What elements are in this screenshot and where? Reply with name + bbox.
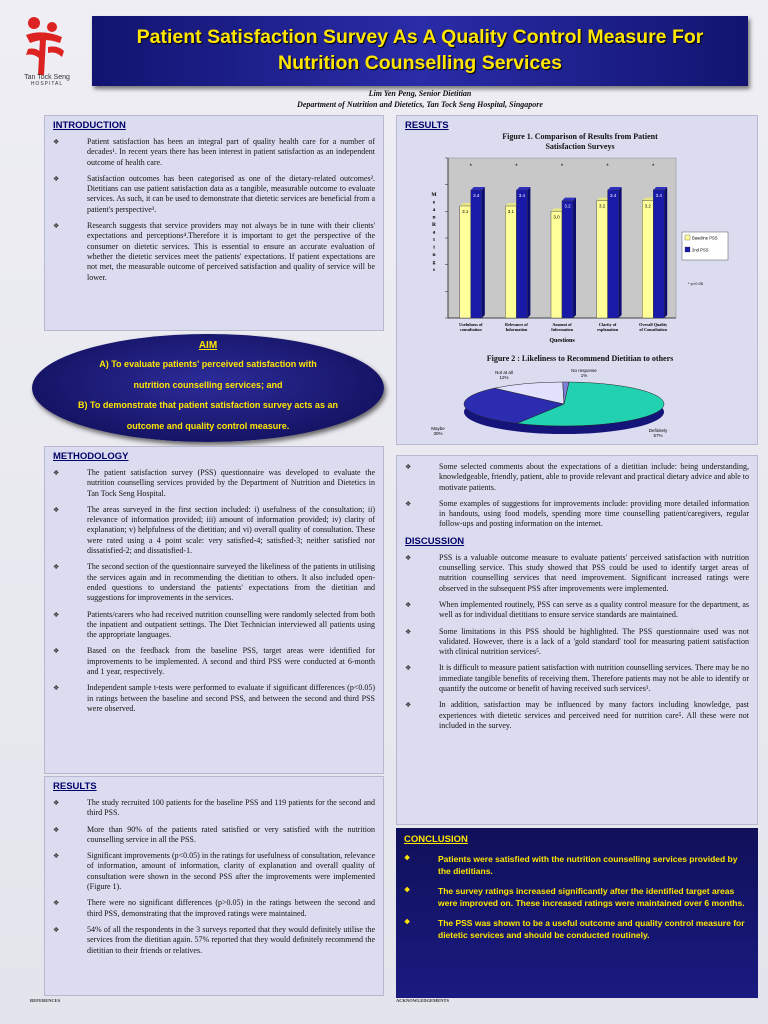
- data-label: 3.4: [655, 193, 662, 198]
- pie-label: Maybe 30%: [431, 426, 445, 436]
- list-item: [53, 925, 375, 956]
- diamond-bullet-icon: ❖: [53, 852, 60, 861]
- bullet-text: The PSS was shown to be a useful outcome and quality control measure for dietetic services and should be conducted routinely.: [438, 918, 745, 940]
- diamond-bullet-icon: ❖: [53, 799, 60, 807]
- aim-ellipse: [32, 334, 384, 442]
- bullet-text: When implemented routinely, PSS can serve as a quality control measure for the department, as well as for individual dietitians to ensure service standards are maintained.: [439, 599, 749, 620]
- aim-line: outcome and quality control measure.: [126, 421, 290, 431]
- data-label: 3.1: [507, 209, 515, 214]
- diamond-bullet-icon: ❖: [404, 887, 411, 894]
- results-heading: RESULTS: [53, 781, 97, 792]
- introduction-heading: INTRODUCTION: [53, 120, 126, 131]
- bullet-text: Significant improvements (p<0.05) in the ratings for usefulness of consultation, relevance of information, amount of information, clarity of explanation and overall quality of consultation were shown in the second PSS after the improvements were implemented (Figure 1).: [87, 851, 375, 892]
- bullet-text: The areas surveyed in the first section included: i) usefulness of the consultation; ii) relevance of information provided; iii) amount of information provided; iv) clarity of explanation; v) helpfulness of the dietitian; and vi) overall quality of consultation. These were rated using a 4 point scale: very satisfied-4; satisfied-3; neither satisfied nor dissatisfied-2; and dissatisfied-1.: [87, 504, 375, 556]
- list-item: [404, 853, 750, 877]
- bar-chart: [400, 152, 754, 348]
- acknowledgements: [396, 998, 756, 1003]
- list-item: [53, 137, 375, 168]
- significance-marker: *: [560, 164, 564, 170]
- bullet-text: More than 90% of the patients rated satisfied or very satisfied with the nutrition counselling service in all the PSS.: [87, 824, 375, 844]
- significance-marker: *: [515, 164, 518, 170]
- figure-1-title-line: Figure 1. Comparison of Results from Patient: [502, 132, 658, 141]
- diamond-bullet-icon: ❖: [404, 919, 411, 926]
- data-label: 3.2: [598, 203, 606, 209]
- pie-label: Definitely 57%: [648, 428, 668, 438]
- introduction-panel: [44, 115, 384, 331]
- legend-swatch: [685, 235, 690, 240]
- byline: [92, 88, 748, 110]
- results-heading: RESULTS: [405, 120, 449, 131]
- diamond-bullet-icon: ❖: [405, 600, 412, 609]
- bullet-text: Patients/carers who had received nutrition counselling were randomly selected from both the inpatient and outpatient settings. The Diet Technician interviewed all patients using the appropriate languages.: [87, 609, 375, 640]
- y-axis-label: M e a n R a t i n g s: [431, 192, 437, 273]
- diamond-bullet-icon: ❖: [53, 222, 60, 231]
- diamond-bullet-icon: ❖: [405, 463, 412, 471]
- bar: [597, 201, 608, 318]
- bar-side: [664, 187, 667, 318]
- bar: [551, 211, 562, 318]
- aim-line: nutrition counselling services; and: [133, 380, 283, 390]
- bullet-text: Based on the feedback from the baseline PSS, target areas were identified for improvements to be implemented. A second and third PSS were conducted at 6-month and 1 year, respectively.: [87, 646, 375, 677]
- significance-marker: *: [606, 164, 609, 170]
- pie-label: Not at all 12%: [495, 370, 513, 380]
- aim-line: A) To evaluate patients' perceived satisfaction with: [99, 359, 317, 369]
- data-label: 3.4: [609, 193, 617, 198]
- legend: [682, 232, 728, 260]
- list-item: [53, 683, 375, 714]
- list-item: [53, 221, 375, 283]
- bullet-text: Some limitations in this PSS should be highlighted. The PSS questionnaire used was not validated. However, there is a lack of a 'gold standard' tool for measuring patient satisfaction with clinical nutrition services⁵.: [439, 626, 749, 657]
- x-tick-label: Clarity of explanation: [597, 322, 619, 332]
- x-tick-label: Amount of Information: [551, 322, 573, 332]
- list-item: [53, 174, 375, 215]
- x-axis-label: Questions: [549, 338, 575, 344]
- title-line-2: Nutrition Counselling Services: [278, 52, 562, 74]
- bullet-text: The study recruited 100 patients for the baseline PSS and 119 patients for the second and third PSS.: [87, 798, 375, 818]
- bar-side: [573, 198, 576, 318]
- list-item: [405, 627, 749, 658]
- list-item: [53, 898, 375, 919]
- diamond-bullet-icon: ❖: [53, 469, 60, 477]
- diamond-bullet-icon: ❖: [404, 855, 411, 862]
- data-label: 3.1: [462, 209, 469, 214]
- legend-swatch: [685, 247, 690, 252]
- list-item: [53, 825, 375, 846]
- bar: [505, 206, 516, 318]
- bullet-text: PSS is a valuable outcome measure to evaluate patients' perceived satisfaction with nutrition counselling service. This study showed that PSS could be used to identify target areas of nutrition counselling services that need improvement. Significant increased ratings were observed in the subsequent PSS after improvements were implemented.: [439, 552, 749, 593]
- poster-title: [92, 16, 748, 76]
- data-label: 3.4: [473, 193, 480, 198]
- list-item: [53, 610, 375, 641]
- results-left-panel: [44, 776, 384, 996]
- list-item: [404, 917, 750, 941]
- methodology-panel: [44, 446, 384, 774]
- bar: [471, 190, 482, 318]
- list-item: [405, 600, 749, 621]
- diamond-bullet-icon: ❖: [405, 664, 412, 673]
- diamond-bullet-icon: ❖: [53, 647, 60, 656]
- diamond-bullet-icon: ❖: [53, 899, 60, 908]
- pie-chart: [400, 366, 754, 446]
- list-item: [53, 798, 375, 819]
- title-line-1: Patient Satisfaction Survey As A Quality Control Measure For: [136, 26, 704, 48]
- list-item: [53, 468, 375, 499]
- logo-text: Tan Tock Seng: [24, 74, 70, 81]
- bar: [642, 201, 653, 318]
- bullet-text: 54% of all the respondents in the 3 surveys reported that they would definitely utilise the services from the dietitian again. 57% reported that they would definitely recommend the dietitian to their friends or relatives.: [87, 924, 375, 955]
- list-item: [405, 462, 749, 493]
- diamond-bullet-icon: ❖: [53, 563, 60, 572]
- conclusion-heading: CONCLUSION: [404, 834, 468, 845]
- discussion-heading: DISCUSSION: [405, 535, 465, 547]
- figure-1-title: [430, 132, 730, 152]
- diamond-bullet-icon: ❖: [53, 925, 60, 934]
- list-item: [405, 700, 749, 731]
- author: Lim Yen Peng, Senior Dietitian: [368, 89, 472, 98]
- figure-1-title-line: Satisfaction Surveys: [545, 142, 615, 151]
- bar: [653, 190, 664, 318]
- bullet-text: The second section of the questionnaire surveyed the likeliness of the patients in utilising the services again and in recommending the dietitian to others. It also included open-ended questions to understand the patients' expectations from the dietitian and suggestions for improvements in the services.: [87, 562, 375, 603]
- diamond-bullet-icon: ❖: [405, 627, 412, 636]
- bullet-text: It is difficult to measure patient satisfaction with nutrition counselling services. There may be no immediate tangible benefits of receiving them. Therefore patients may not be able to identify or quantify the outcome or benefit of having received such services³.: [439, 663, 749, 694]
- title-banner: [92, 16, 748, 86]
- diamond-bullet-icon: ❖: [53, 138, 60, 146]
- conclusion-panel: [396, 828, 758, 998]
- diamond-bullet-icon: ❖: [405, 701, 412, 710]
- department: Department of Nutrition and Dietetics, Tan Tock Seng Hospital, Singapore: [297, 100, 543, 109]
- bullet-text: There were no significant differences (p>0.05) in the ratings between the second and third PSS, demonstrating that the improved ratings were maintained.: [87, 898, 375, 918]
- bar: [460, 206, 471, 318]
- bar: [562, 201, 573, 318]
- list-item: [53, 646, 375, 677]
- bar: [516, 190, 527, 318]
- acknowledgements-heading: ACKNOWLEDGEMENTS: [396, 998, 450, 1003]
- diamond-bullet-icon: ❖: [53, 825, 60, 834]
- bar: [608, 190, 619, 318]
- significance-marker: *: [469, 164, 472, 170]
- list-item: [53, 505, 375, 556]
- comments-discussion-panel: [396, 455, 758, 825]
- diamond-bullet-icon: ❖: [53, 174, 60, 183]
- bar-side: [619, 187, 622, 318]
- list-item: [405, 499, 749, 530]
- list-item: [53, 851, 375, 892]
- x-tick-label: Overall Quality of Consultation: [639, 322, 668, 332]
- diamond-bullet-icon: ❖: [53, 684, 60, 693]
- aim-heading: AIM: [198, 340, 218, 351]
- bullet-text: Satisfaction outcomes has been categorised as one of the dietary-related outcomes². Dietitians can use patient satisfaction data as a tangible, measurable outcome to evaluate services. As such, it can be used to demonstrate that dietetic services are beneficial from a patient's perspective³.: [87, 173, 375, 214]
- bar-side: [482, 187, 485, 318]
- hospital-name: [4, 74, 90, 87]
- data-label: 3.2: [644, 203, 651, 209]
- bullet-text: The survey ratings increased significantly after the identified target areas were improved on. These increased ratings were maintained over 6 months.: [438, 886, 745, 908]
- bullet-text: Patients were satisfied with the nutrition counselling services provided by the dietitians.: [438, 854, 738, 876]
- references: [30, 998, 380, 1003]
- chart-note: * p<0.05: [688, 281, 704, 286]
- logo-subtext: HOSPITAL: [30, 81, 64, 87]
- list-item: [53, 562, 375, 603]
- bullet-text: Some selected comments about the expectations of a dietitian include: being understanding, knowledgeable, friendly, patient, able to provide relevant and practical dietary advice and able to motivate patients.: [439, 462, 750, 492]
- bullet-text: The patient satisfaction survey (PSS) questionnaire was developed to evaluate the nutrition counselling services provided by the Department of Nutrition and Dietetics in Tan Tock Seng Hospital.: [87, 468, 375, 498]
- bullet-text: Independent sample t-tests were performed to evaluate if significant differences (p<0.05) in ratings between the baseline and second PSS, and between the second and third PSS were observed.: [87, 683, 375, 713]
- list-item: [405, 663, 749, 694]
- bar-side: [527, 187, 530, 318]
- diamond-bullet-icon: ❖: [405, 553, 412, 562]
- x-tick-label: Usefulness of consultation: [459, 322, 483, 332]
- bullet-text: Some examples of suggestions for improvements include: providing more detailed information in handouts, using food models, spending more time counselling patient/caregivers, regular follow-ups and posting information on the internet.: [439, 498, 749, 529]
- references-heading: REFERENCES: [30, 998, 61, 1003]
- bullet-text: In addition, satisfaction may be influenced by many factors including knowledge, past experiences with dietetic services and perceived need for nutrition care⁵. All these were not included in the survey.: [439, 700, 749, 730]
- significance-marker: *: [652, 164, 655, 170]
- bullet-text: Patient satisfaction has been an integral part of quality health care for a number of decades¹. In recent years there has been interest in patient satisfaction as an independent outcome of health care.: [87, 137, 375, 167]
- x-tick-label: Relevance of Information: [505, 322, 528, 332]
- data-label: 3.4: [518, 193, 526, 198]
- legend-entry: 2nd PSS: [692, 247, 709, 253]
- methodology-heading: METHODOLOGY: [53, 451, 129, 462]
- diamond-bullet-icon: ❖: [53, 505, 60, 514]
- pie-label: No response 1%: [571, 368, 597, 378]
- aim-line: B) To demonstrate that patient satisfaction survey acts as an: [78, 400, 338, 410]
- legend-entry: Baseline PSS: [692, 235, 718, 241]
- data-label: 3.2: [564, 203, 571, 209]
- diamond-bullet-icon: ❖: [405, 499, 412, 508]
- list-item: [405, 553, 749, 594]
- diamond-bullet-icon: ❖: [53, 610, 60, 619]
- bullet-text: Research suggests that service providers may not always be in tune with their clients' expectations and perceptions⁴.Therefore it is important to get the perspective of the consumer on dietetic services. This is essential to ensure an accurate evaluation of whether the dietetic services meet the patients' expectations. If patient expectations are not met, the measurable outcome of perceived satisfaction and quality of service will be lower.: [87, 221, 375, 282]
- data-label: 3.0: [553, 214, 560, 220]
- figure-2-title: Figure 2 : Likeliness to Recommend Dietitian to others: [486, 354, 674, 363]
- list-item: [404, 885, 750, 909]
